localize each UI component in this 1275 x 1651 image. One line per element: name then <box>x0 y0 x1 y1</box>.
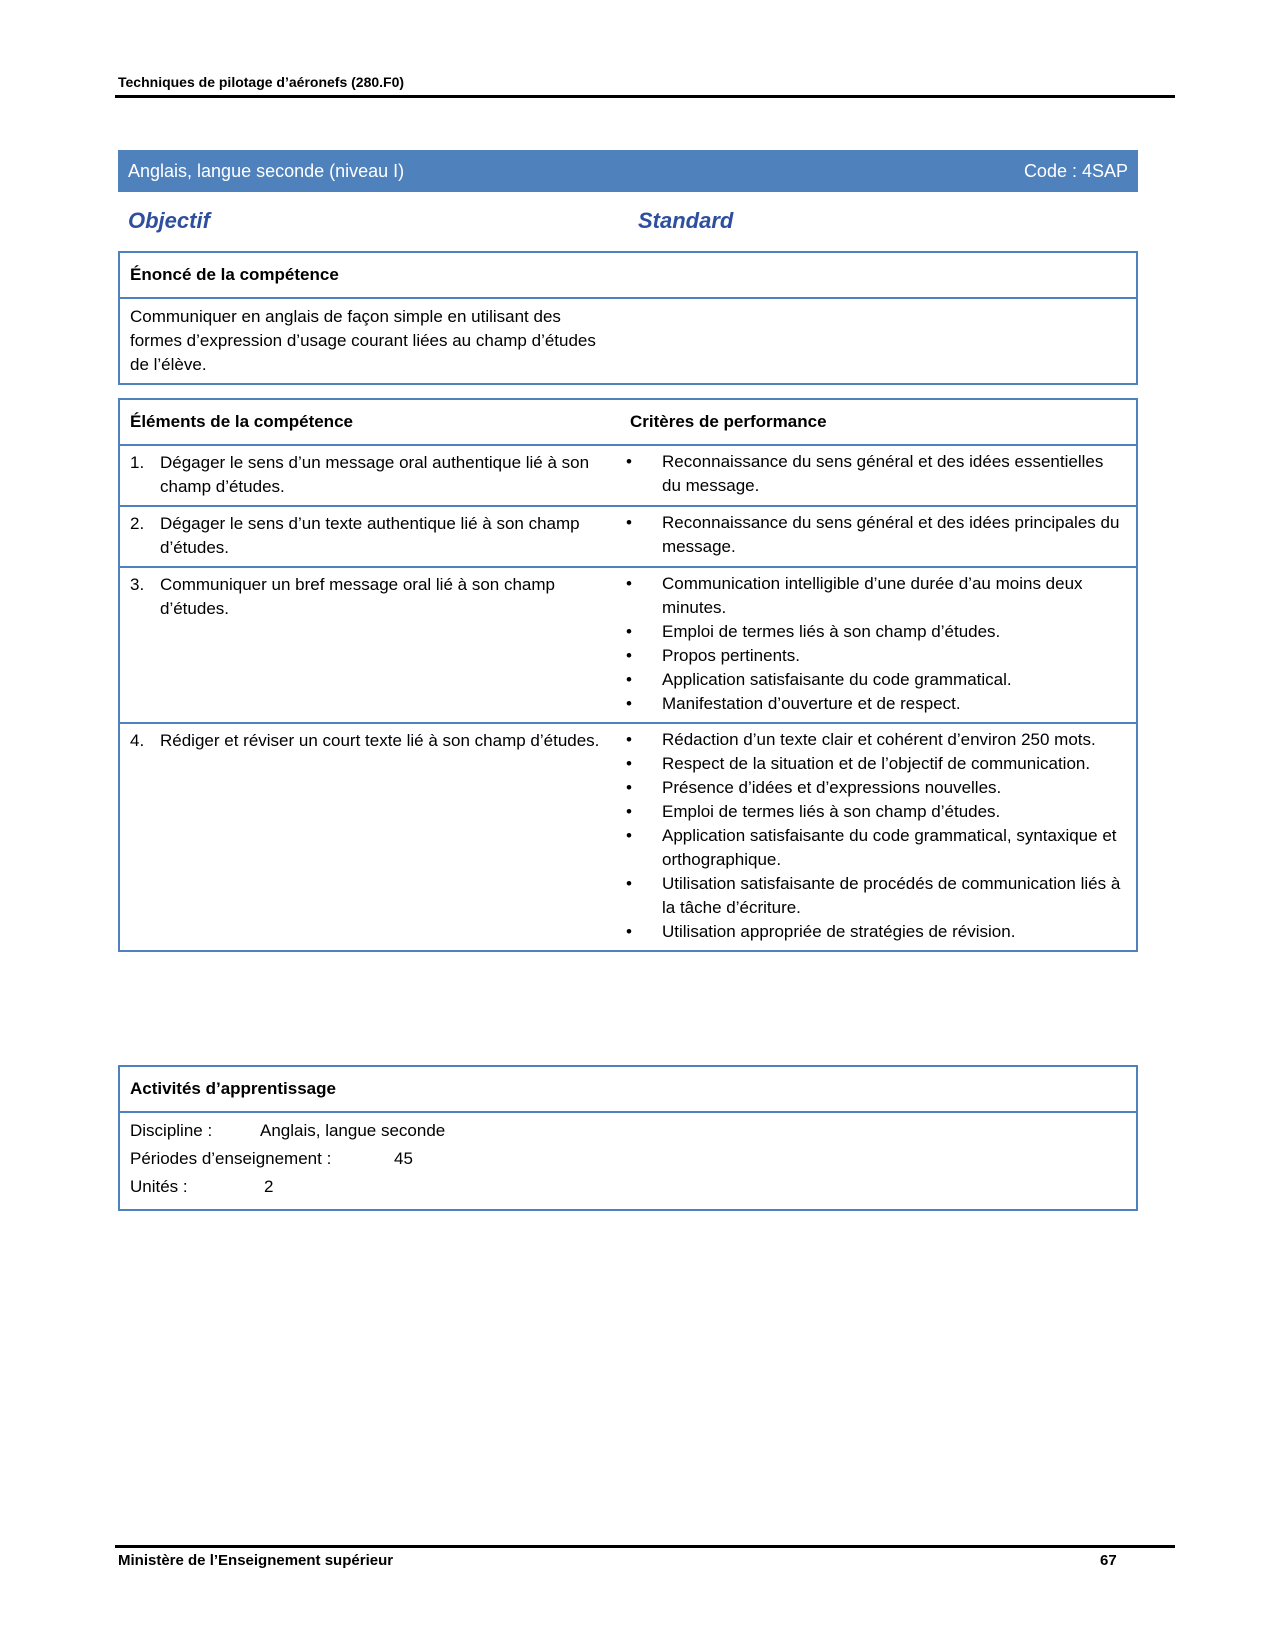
bullet-icon: • <box>626 802 632 821</box>
criterion-item: • Utilisation satisfaisante de procédés de communication liés à la tâche d’écriture. <box>620 872 1126 920</box>
enonce-heading: Énoncé de la compétence <box>120 253 1136 299</box>
criterion-item: • Emploi de termes liés à son champ d’études. <box>620 620 1126 644</box>
unites-label: Unités : <box>130 1177 188 1196</box>
criterion-item: • Utilisation appropriée de stratégies de révision. <box>620 920 1126 944</box>
bullet-icon: • <box>626 694 632 713</box>
element-number: 1. <box>130 453 145 472</box>
discipline-line <box>120 1117 1136 1145</box>
discipline-label: Discipline : <box>130 1121 213 1140</box>
element-text: Dégager le sens d’un texte authentique lié à son champ d’études. <box>160 514 580 557</box>
element-row-2 <box>120 507 1136 568</box>
periodes-label: Périodes d’enseignement : <box>130 1149 332 1168</box>
periodes-line <box>120 1145 1136 1173</box>
criterion-item: • Présence d’idées et d’expressions nouvelles. <box>620 776 1126 800</box>
bullet-icon: • <box>626 754 632 773</box>
standard-label: Standard <box>638 208 734 233</box>
element-row-3 <box>120 568 1136 724</box>
bullet-icon: • <box>626 922 632 941</box>
periodes-value: 45 <box>394 1149 413 1168</box>
bullet-icon: • <box>626 452 632 471</box>
criterion-item: • Reconnaissance du sens général et des idées essentielles du message. <box>620 450 1126 498</box>
criterion-item: • Respect de la situation et de l’objectif de communication. <box>620 752 1126 776</box>
footer-ministry: Ministère de l’Enseignement supérieur <box>118 1552 394 1569</box>
course-code: Code : 4SAP <box>1023 160 1128 181</box>
bullet-icon: • <box>626 778 632 797</box>
criterion-item: • Reconnaissance du sens général et des idées principales du message. <box>620 511 1126 559</box>
enonce-box <box>118 251 1138 385</box>
criterion-item: • Manifestation d’ouverture et de respect. <box>620 692 1126 716</box>
bullet-icon: • <box>626 874 632 893</box>
criterion-item: • Propos pertinents. <box>620 644 1126 668</box>
element-text: Dégager le sens d’un message oral authentique lié à son champ d’études. <box>160 453 590 496</box>
element-number: 2. <box>130 514 145 533</box>
objectif-label: Objectif <box>128 208 210 233</box>
page-number: 67 <box>1100 1552 1117 1569</box>
criterion-item: • Communication intelligible d’une durée d’au moins deux minutes. <box>620 572 1126 620</box>
criterion-item: • Application satisfaisante du code grammatical, syntaxique et orthographique. <box>620 824 1126 872</box>
bullet-icon: • <box>626 730 632 749</box>
unites-line <box>120 1173 1136 1201</box>
activites-box <box>118 1065 1138 1211</box>
course-title-band <box>118 150 1138 192</box>
element-text: Communiquer un bref message oral lié à son champ d’études. <box>160 575 555 618</box>
bullet-icon: • <box>626 826 632 845</box>
enonce-text: Communiquer en anglais de façon simple en utilisant des formes d’expression d’usage courant liées au champ d’études de l’élève. <box>130 307 596 374</box>
bullet-icon: • <box>626 513 632 532</box>
element-row-1 <box>120 446 1136 507</box>
bullet-icon: • <box>626 574 632 593</box>
discipline-value: Anglais, langue seconde <box>260 1121 446 1140</box>
activites-details <box>120 1113 1136 1209</box>
criterion-item: • Rédaction d’un texte clair et cohérent d’environ 250 mots. <box>620 728 1126 752</box>
elements-heading: Éléments de la compétence <box>130 412 353 431</box>
element-text: Rédiger et réviser un court texte lié à son champ d’études. <box>160 731 600 750</box>
element-row-4 <box>120 724 1136 950</box>
page-header-program: Techniques de pilotage d’aéronefs (280.F0) <box>118 74 405 90</box>
criterion-item: • Application satisfaisante du code grammatical. <box>620 668 1126 692</box>
course-title: Anglais, langue seconde (niveau I) <box>128 160 405 181</box>
bullet-icon: • <box>626 670 632 689</box>
elements-heading-row <box>120 400 1136 446</box>
bullet-icon: • <box>626 646 632 665</box>
elements-box <box>118 398 1138 952</box>
unites-value: 2 <box>264 1177 274 1196</box>
criterion-item: • Emploi de termes liés à son champ d’études. <box>620 800 1126 824</box>
header-rule <box>115 95 1175 98</box>
element-number: 3. <box>130 575 145 594</box>
activites-heading: Activités d’apprentissage <box>120 1067 1136 1113</box>
footer-rule <box>115 1545 1175 1548</box>
element-number: 4. <box>130 731 145 750</box>
bullet-icon: • <box>626 622 632 641</box>
criteria-heading: Critères de performance <box>630 412 827 431</box>
